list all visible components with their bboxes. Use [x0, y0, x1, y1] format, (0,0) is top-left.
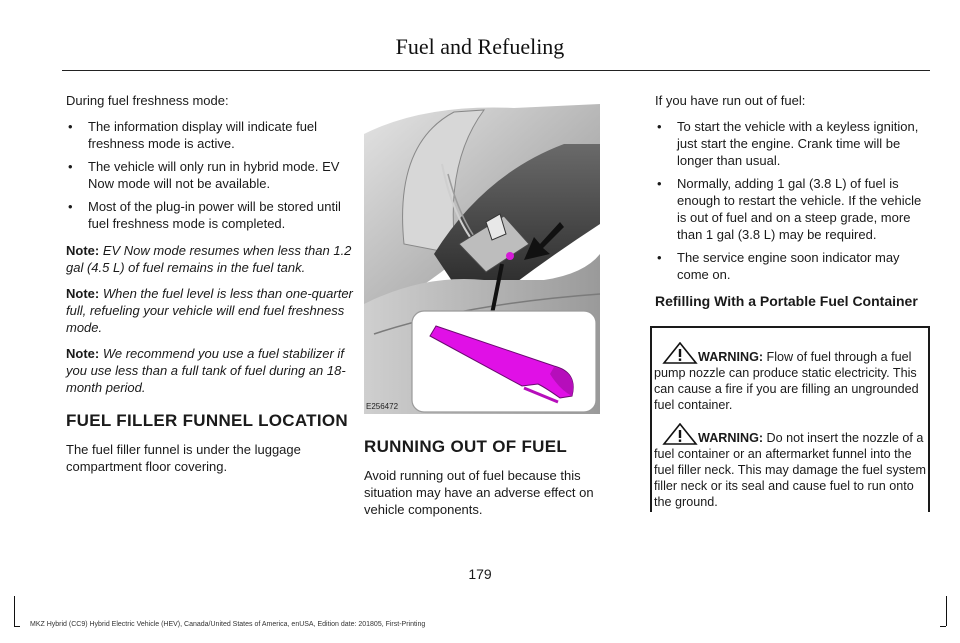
warning-paragraph: [654, 342, 927, 413]
illustration-code: E256472: [366, 402, 399, 411]
note-label: Note:: [66, 243, 100, 258]
list-item: • The service engine soon indicator may come on.: [655, 249, 931, 283]
out-of-fuel-intro: If you have run out of fuel:: [655, 93, 806, 108]
list-item: • Most of the plug-in power will be stored until fuel freshness mode is completed.: [66, 198, 354, 232]
note-text: When the fuel level is less than one-quarter full, refueling your vehicle will end fuel freshness mode.: [66, 286, 353, 335]
note-label: Note:: [66, 286, 100, 301]
note-paragraph: [66, 285, 354, 336]
page-number: 179: [468, 566, 492, 582]
trunk-funnel-illustration: [364, 104, 600, 414]
running-out-text: Avoid running out of fuel because this situation may have an adverse effect on vehicle components.: [364, 468, 594, 517]
out-of-fuel-list: [655, 118, 931, 283]
crop-mark: [14, 626, 20, 627]
note-paragraph: [66, 242, 354, 276]
note-text: EV Now mode resumes when less than 1.2 gal (4.5 L) of fuel remains in the fuel tank.: [66, 243, 352, 275]
fuel-freshness-intro: During fuel freshness mode:: [66, 93, 229, 108]
warning-triangle-icon: [662, 342, 698, 364]
column-left: [66, 92, 354, 484]
crop-mark: [940, 626, 946, 627]
warning-box: [650, 326, 930, 512]
funnel-location-text: The fuel filler funnel is under the luggage compartment floor covering.: [66, 442, 301, 474]
fuel-freshness-list: [66, 118, 354, 232]
section-heading-funnel-location: FUEL FILLER FUNNEL LOCATION: [66, 411, 348, 430]
section-heading-running-out: RUNNING OUT OF FUEL: [364, 437, 568, 456]
refilling-subheading: Refilling With a Portable Fuel Container: [655, 293, 918, 309]
warning-label: WARNING:: [698, 350, 764, 364]
warning-text: Do not insert the nozzle of a fuel container or an aftermarket funnel into the fuel filler neck. This may damage the fuel system filler neck or its seal and cause fuel to run onto the ground.: [654, 431, 927, 509]
crop-mark: [14, 596, 15, 626]
warning-label: WARNING:: [698, 431, 764, 445]
header-rule: [62, 70, 930, 71]
warning-triangle-icon: [662, 423, 698, 445]
note-text: We recommend you use a fuel stabilizer if you use less than a full tank of fuel during an 18-month period.: [66, 346, 346, 395]
warning-paragraph: [654, 423, 927, 510]
footer-edition-text: MKZ Hybrid (CC9) Hybrid Electric Vehicle (HEV), Canada/United States of America, enUSA, Edition date: 201805, First-Printing: [30, 621, 426, 628]
column-middle-text: [364, 438, 630, 527]
illustration-svg: [364, 104, 600, 414]
list-item: • The vehicle will only run in hybrid mode. EV Now mode will not be available.: [66, 158, 354, 192]
crop-mark: [946, 596, 947, 626]
page-header-title: Fuel and Refueling: [395, 34, 565, 59]
list-item: • To start the vehicle with a keyless ignition, just start the engine. Crank time will be longer than usual.: [655, 118, 931, 169]
list-item: • Normally, adding 1 gal (3.8 L) of fuel is enough to restart the vehicle. If the vehicle is out of fuel and on a steep grade, more than 1 gal (3.8 L) may be required.: [655, 175, 931, 243]
column-right: [655, 92, 931, 322]
note-label: Note:: [66, 346, 100, 361]
warning-text: Flow of fuel through a fuel pump nozzle can produce static electricity. This can cause a fire if you are filling an ungrounded fuel container.: [654, 350, 919, 412]
list-item: • The information display will indicate fuel freshness mode is active.: [66, 118, 354, 152]
note-paragraph: [66, 345, 354, 396]
